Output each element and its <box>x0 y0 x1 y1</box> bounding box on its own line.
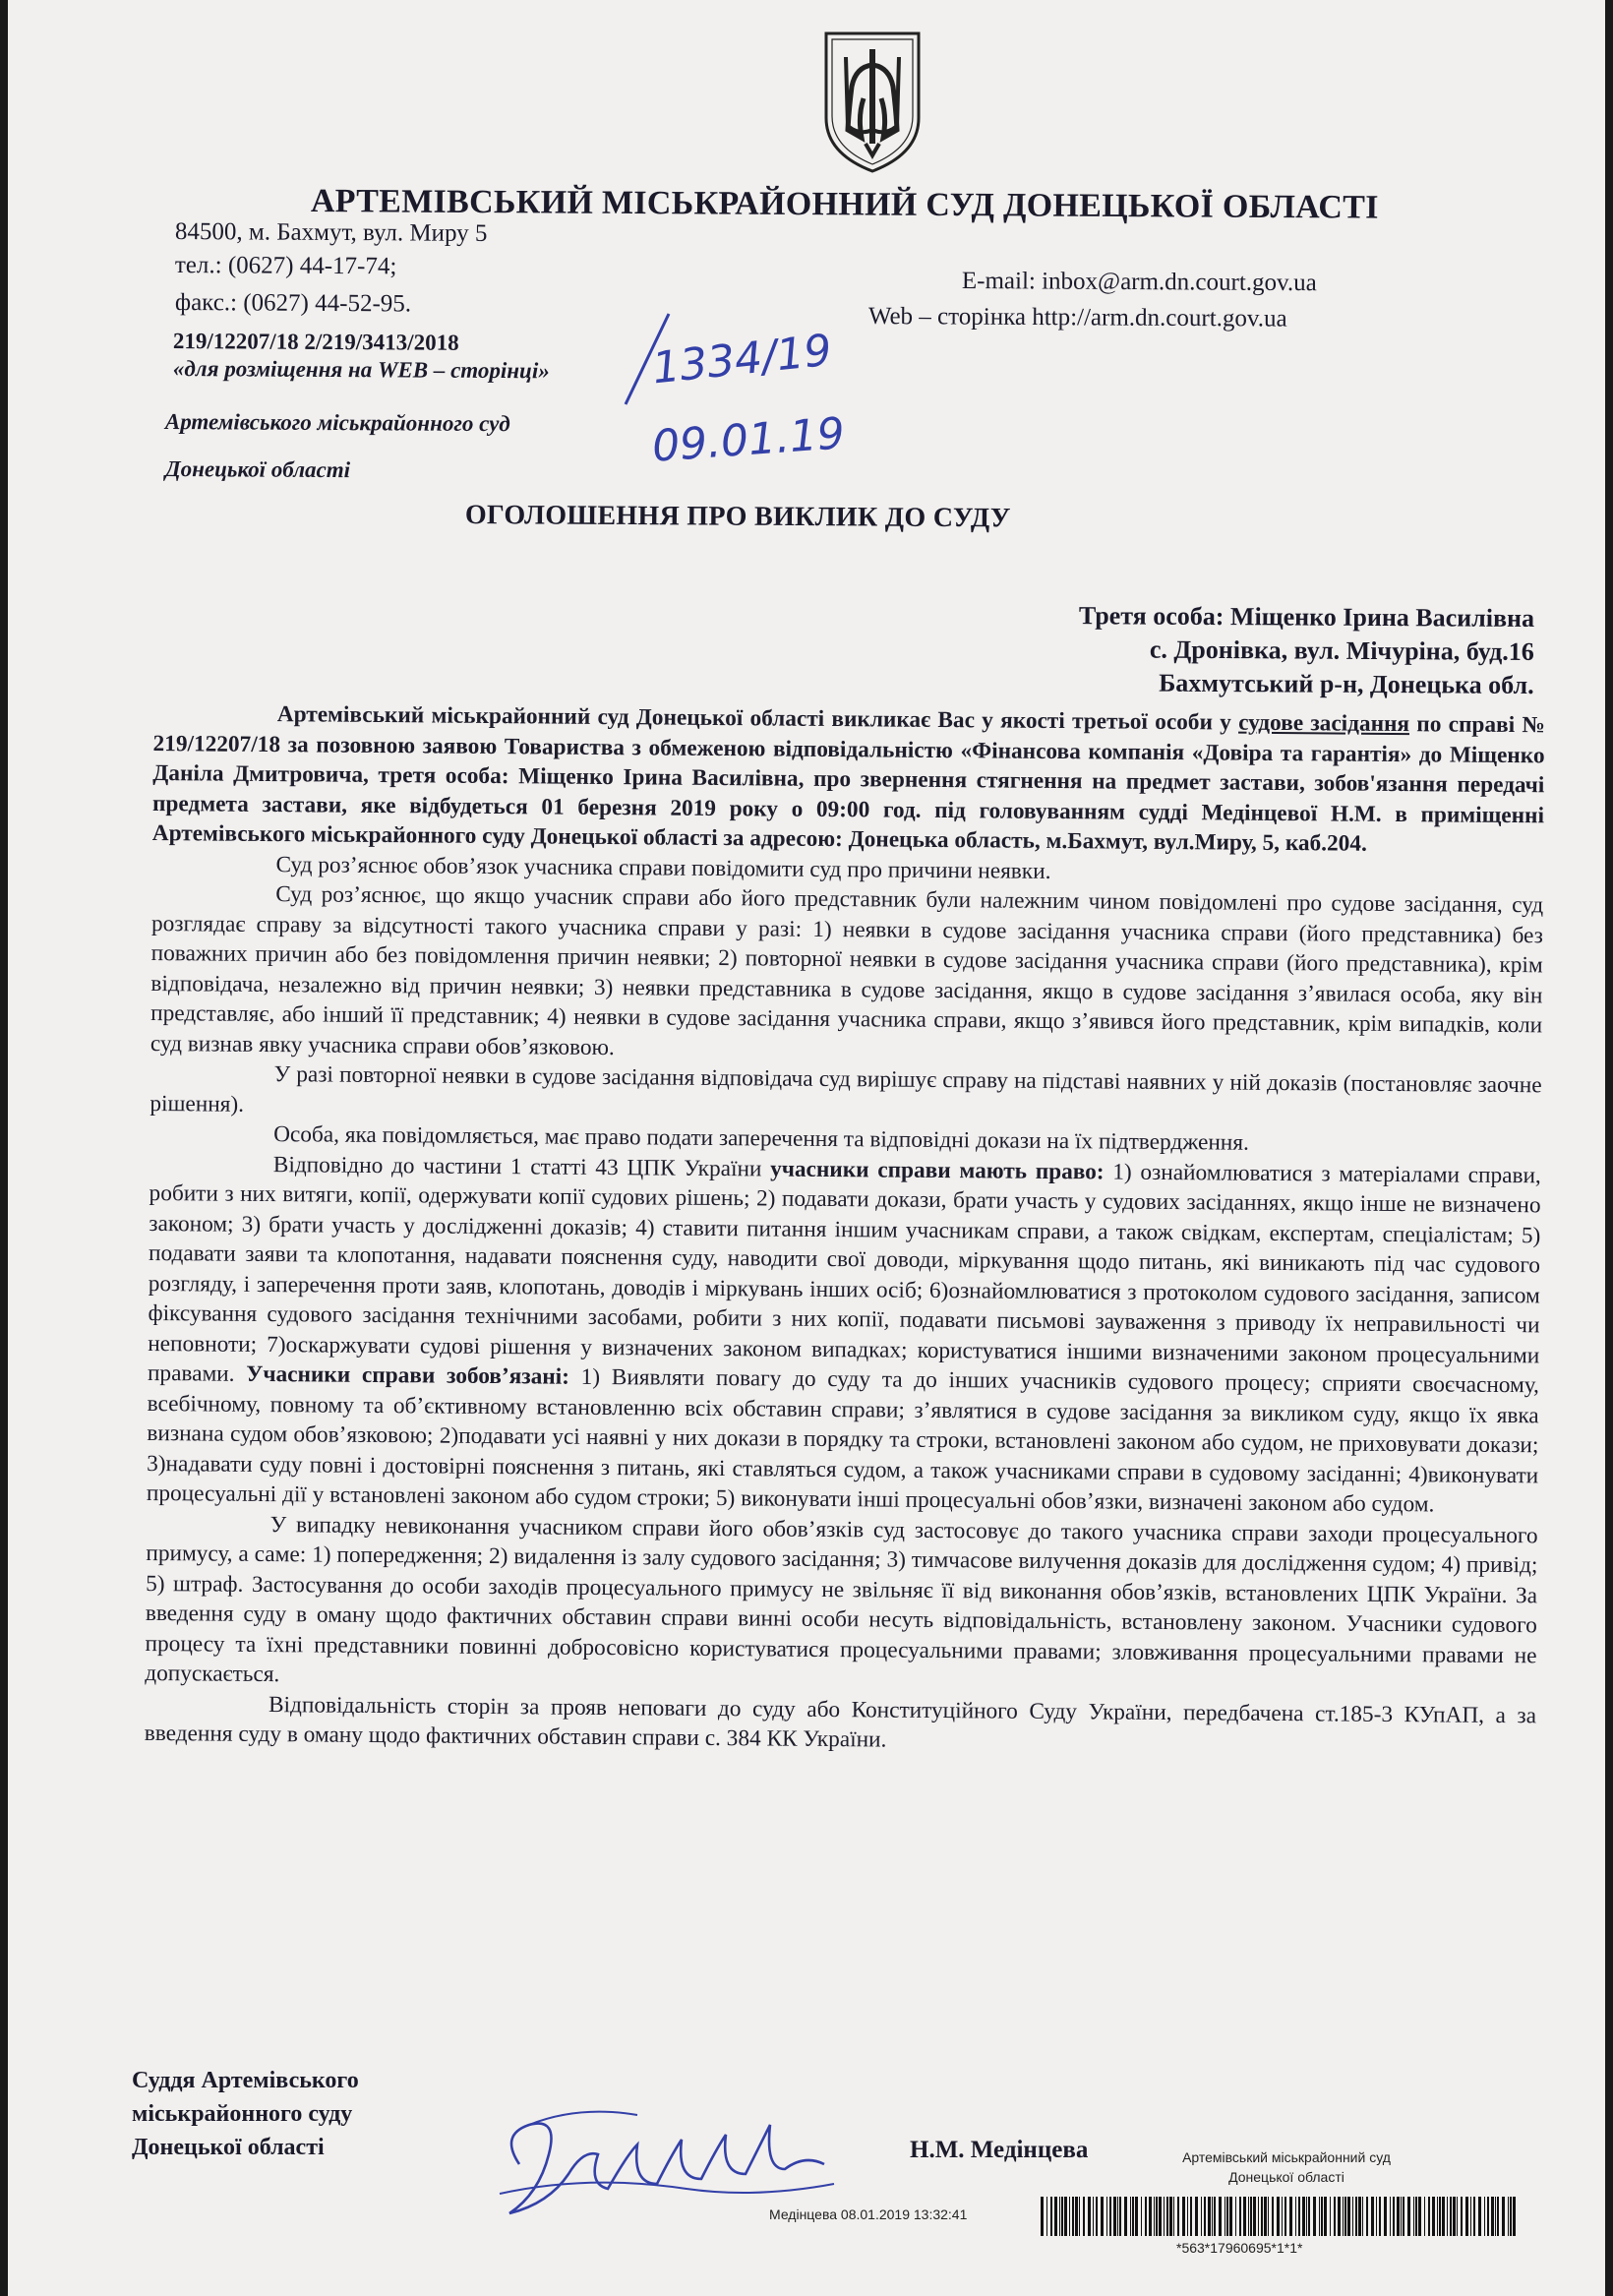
stamp-timestamp: Медінцева 08.01.2019 13:32:41 <box>769 2206 968 2222</box>
judge-title: Суддя Артемівського міськрайонного суду Донецької області <box>132 2068 359 2160</box>
court-email: E-mail: inbox@arm.dn.court.gov.ua <box>961 268 1317 297</box>
court-line-1: Артемівського міськрайонного суд <box>164 409 510 437</box>
electronic-stamp: Артемівський міськрайонний суд Донецької області <box>1182 2149 1391 2185</box>
handwritten-number: 1334/19 <box>649 325 834 394</box>
court-name-heading: АРТЕМІВСЬКИЙ МІСЬКРАЙОННИЙ СУД ДОНЕЦЬКОЇ ОБЛАСТІ <box>310 183 1379 226</box>
paragraph-coercion: У випадку невиконання учасником справи його обов’язків суд застосовує до такого учасника справи заходи процесуального примусу, а саме: 1) попередження; 2) видалення із залу судового засідання; 3) тимчасове вилучення доказів для дослідження судом; 4) привід; 5) штраф. Застосування до особи заходів процесуального примусу не звільняє її від виконання обов’язків, встановлених ЦПК України. За введення суду в оману щодо фактичних обставин справи винні особи несуть відповідальність, встановлену законом. Учасники судового процесу та їхні представники повинні добросовісно користуватися процесуальними правами; зловживання процесуальними правами не допускається. <box>145 1511 1538 1688</box>
paragraph-duty: Суд роз’яснює обов’язок учасника справи повідомити суд про причини неявки. <box>275 851 1051 884</box>
barcode <box>1041 2197 1521 2236</box>
paragraph-repeat-absence: У разі повторної неявки в судове засідання відповідача суд вирішує справу на підставі наявних у ній доказів (постановляє заочне рішення). <box>149 1061 1542 1118</box>
addressee-street: с. Дронівка, вул. Мічуріна, буд.16 <box>1149 634 1534 666</box>
document-page <box>8 0 1605 2296</box>
paragraph-summons: Артемівський міськрайонний суд Донецької області викликає Вас у якості третьої особи у судове засідання по справі № 219/12207/18 за позовною заявою Товариства з обмеженою відповідальністю «Фінансова компанія «Довіра та гарантія» до Міщенко Даніла Дмитровича, третя особа: Міщенко Ірина Василівна, про звернення стягнення на предмет застави, зобов'язання передачі предмета застави, яке відбудеться 01 березня 2019 року о 09:00 год. під головуванням судді Медінцевої Н.М. в приміщенні Артемівського міськрайонного суду Донецької області за адресою: Донецька область, м.Бахмут, вул.Миру, 5, каб.204. <box>151 701 1545 857</box>
document-title: ОГОЛОШЕННЯ ПРО ВИКЛИК ДО СУДУ <box>464 500 1011 534</box>
handwritten-date: 09.01.19 <box>650 408 847 472</box>
case-numbers: 219/12207/18 2/219/3413/2018 <box>172 329 459 355</box>
court-fax: факс.: (0627) 44-52-95. <box>174 289 412 318</box>
paragraph-liability: Відповідальність сторін за прояв неповаги до суду або Конституційного Суду України, передбачена ст.185-3 КУпАП, а за введення суду в оману щодо фактичних обставин справи с. 384 КК України. <box>144 1691 1537 1753</box>
coat-of-arms-icon <box>818 28 926 175</box>
addressee-block <box>1078 599 1534 702</box>
court-session-link: судове засідання <box>1238 709 1410 738</box>
judge-name: Н.М. Медінцева <box>910 2137 1089 2163</box>
court-address: 84500, м. Бахмут, вул. Миру 5 <box>174 218 488 247</box>
addressee-region: Бахмутський р-н, Донецька обл. <box>1158 668 1534 699</box>
web-placement-note: «для розміщення на WEB – сторінці» <box>172 356 550 384</box>
document-body <box>145 698 1545 1761</box>
court-line-2: Донецької області <box>164 456 351 483</box>
court-phone: тел.: (0627) 44-17-74; <box>174 252 397 280</box>
addressee-name: Третя особа: Міщенко Ірина Василівна <box>1078 601 1534 633</box>
paragraph-rights: Відповідно до частини 1 статті 43 ЦПК України учасники справи мають право: 1) ознайомлюватися з матеріалами справи, робити з них витяги, копії, одержувати копії судових рішень; 2) подавати докази, брати участь у судових засіданнях, якщо інше не визначено законом; 3) брати участь у дослідженні доказів; 4) ставити питання іншим учасникам справи, а також свідкам, експертам, спеціалістам; 5) подавати заяви та клопотання, надавати пояснення суду, наводити свої доводи, міркування щодо питань, які виникають під час судового розгляду, і заперечення проти заяв, клопотань, доводів і міркувань інших осіб; 6)ознайомлюватися з протоколом судового засідання, записом фіксування судового засідання технічними засобами, робити з них копії, подавати письмові зауваження з приводу їх неправильності чи неповноти; 7)оскаржувати судові рішення у визначених законом випадках; користуватися іншими визначеними законом процесуальними правами. Учасники справи зобов’язані: 1) Виявляти повагу до суду та до інших учасників судового процесу; сприяти своєчасному, всебічному, повному та об’єктивному встановленню всіх обставин справи; з’являтися в судове засідання за викликом суду, якщо їх явка визнана судом обов’язковою; 2)подавати усі наявні у них докази в порядку та строки, встановлені законом або судом, не приховувати докази; 3)надавати суду повні і достовірні пояснення з питань, які ставляться судом, а також учасниками справи в судовому засіданні; 4)виконувати процесуальні дії у встановлені законом або судом строки; 5) виконувати інші процесуальні обов’язки, визначені законом або судом. <box>146 1151 1541 1518</box>
paragraph-absence: Суд роз’яснює, що якщо учасник справи або його представник були належним чином повідомлені про судове засідання, суд розглядає справу за відсутності такого учасника справи у разі: 1) неявки в судове засідання учасника справи (його представника) без поважних причин або без повідомлення причин неявки; 2) повторної неявки в судове засідання учасника справи (його представника), крім відповідача, незалежно від причин неявки; 3) неявки представника в судове засідання, якщо в судове засідання з’явилася особа, яку він представляє, або інший її представник; 4) неявки в судове засідання учасника справи, якщо з’явився його представник, крім випадків, коли суд визнав явку учасника справи обов’язковою. <box>149 881 1544 1060</box>
court-website: Web – сторінка http://arm.dn.court.gov.ua <box>867 303 1287 332</box>
barcode-number: *563*17960695*1*1* <box>1176 2240 1303 2256</box>
paragraph-objection: Особа, яка повідомляється, має право подати заперечення та відповідні докази на їх підтвердження. <box>273 1121 1249 1156</box>
